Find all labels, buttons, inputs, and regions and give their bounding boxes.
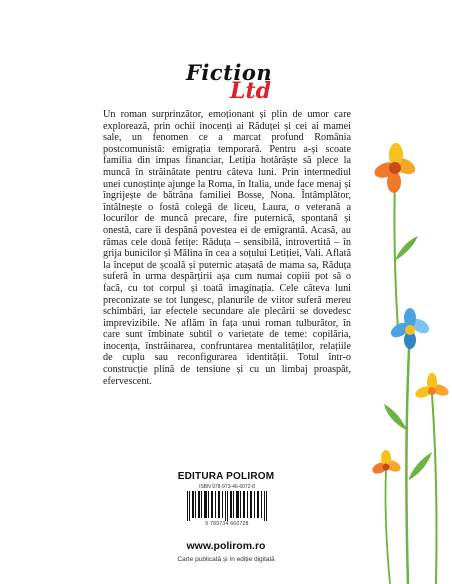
back-cover-blurb: Un roman surprinzător, emoționant și plin de umor care explorează, prin ochii inocenți ai Răduței și cei ai mamei sale, un fenomen ce a marcat profund România postcomunistă: emigrația temporară. Pentru a-și scoate familia din impas financiar, Letiția hotărăște să plece la muncă în străinătate pentru câteva luni. Prin intermediul unei cunoștințe ajunge la Roma, în Italia, unde face menaj și îngrijește de bătrâna familiei Bosse, Nona. Întâmplător, întâlnește o fostă colegă de liceu, Laura, o veterană a locurilor de muncă precare, fire puternică, spontană și onestă, care îi despână povestea ei de emigrantă. Acasă, au rămas cele două fetițe: Răduța – sensibilă, introvertită – în grija bunicilor și Mălina în cea a soțului Letiției, Vali. Aflată la început de școală și puternic atașată de mama sa, Răduța suferă în urma despărțirii așa cum numai copiii pot să o facă, cu tot corpul și toată imaginația. Cele câteva luni preconizate se tot lungesc, planurile de viitor suferă mereu schimbări, iar efectele secundare ale plecării se dovedesc imprevizibile. Ne aflăm în fața unui roman tulburător, în care sunt îmbinate subtil o varietate de teme: copilăria, inocența, înstrăinarea, confruntarea mentalităților, relațiile de cuplu sau reconfigurarea identității. Totul într-o construcție plină de tensiune și cu un limbaj proaspăt, efervescent.	[103, 109, 351, 387]
blue-flower-icon	[384, 308, 432, 584]
barcode-number: 9 789734 660728	[205, 521, 249, 527]
publisher-website-link[interactable]: www.polirom.ro	[186, 540, 266, 552]
fiction-ltd-logo	[186, 60, 276, 110]
publisher-name: EDITURA POLIROM	[177, 471, 275, 482]
barcode-block	[183, 484, 271, 530]
small-flower-icon	[371, 450, 403, 584]
yellow-flower-icon	[414, 373, 450, 584]
barcode-icon	[187, 491, 267, 521]
digital-edition-note: Carte publicată și în ediție digitală	[177, 556, 275, 563]
logo-ltd-text: Ltd	[230, 78, 272, 104]
orange-flower-icon	[372, 143, 418, 330]
logo-fiction-text: Fiction	[186, 60, 273, 85]
isbn-text: ISBN 978-973-46-6072-8	[199, 484, 255, 490]
